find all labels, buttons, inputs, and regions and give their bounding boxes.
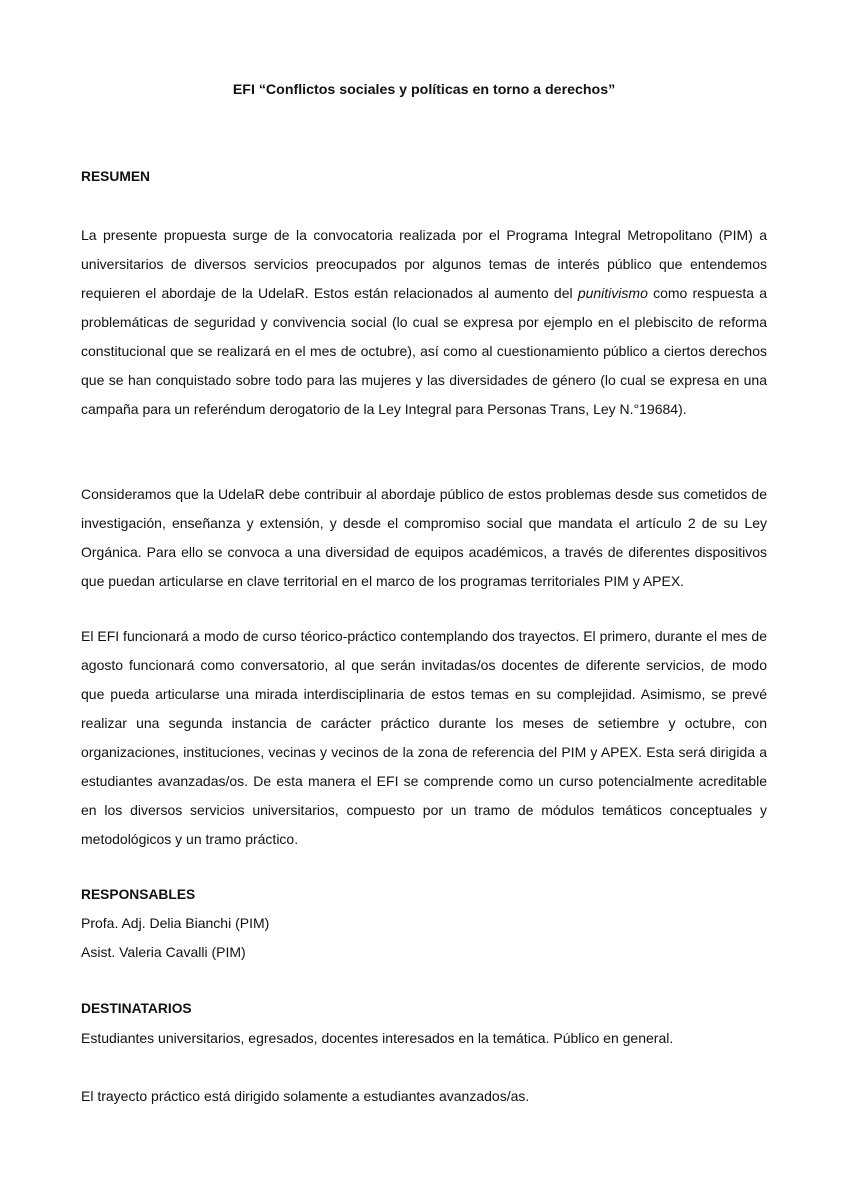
resumen-paragraph-3: El EFI funcionará a modo de curso téorico-práctico contemplando dos trayectos. El primero, durante el mes de agosto funcionará como conversatorio, al que serán invitadas/os docentes de diferente servicios, de modo que pueda articularse una mirada interdisciplinaria de estos temas en su complejidad. Asimismo, se prevé realizar una segunda instancia de carácter práctico durante los meses de setiembre y octubre, con organizaciones, instituciones, vecinas y vecinos de la zona de referencia del PIM y APEX. Esta será dirigida a estudiantes avanzadas/os. De esta manera el EFI se comprende como un curso potencialmente acreditable en los diversos servicios universitarios, compuesto por un tramo de módulos temáticos conceptuales y metodológicos y un tramo práctico. [81, 628, 767, 847]
responsables-heading: RESPONSABLES [81, 887, 196, 902]
responsable-item-2: Asist. Valeria Cavalli (PIM) [81, 944, 246, 960]
responsable-item-1: Profa. Adj. Delia Bianchi (PIM) [81, 915, 270, 931]
destinatarios-line-2: El trayecto práctico está dirigido solamente a estudiantes avanzados/as. [81, 1088, 530, 1104]
resumen-paragraph-2: Consideramos que la UdelaR debe contribuir al abordaje público de estos problemas desde sus cometidos de investigación, enseñanza y extensión, y desde el compromiso social que mandata el artículo 2 de su Ley Orgánica. Para ello se convoca a una diversidad de equipos académicos, a través de diferentes dispositivos que puedan articularse en clave territorial en el marco de los programas territoriales PIM y APEX. [81, 486, 767, 589]
resumen-paragraph-1-italic: punitivismo [577, 285, 648, 301]
destinatarios-heading: DESTINATARIOS [81, 1001, 192, 1016]
document-title: EFI “Conflictos sociales y políticas en torno a derechos” [232, 82, 616, 98]
resumen-paragraph-1-text-a: La presente propuesta surge de la convocatoria realizada por el Programa Integral Metropolitano (PIM) a universitarios de diversos servicios preocupados por algunos temas de interés público que entendemos requieren el abordaje de la UdelaR. Estos están relacionados al aumento del [81, 227, 767, 301]
document-page [81, 0, 767, 1200]
destinatarios-line-1: Estudiantes universitarios, egresados, docentes interesados en la temática. Público en general. [81, 1030, 674, 1046]
resumen-paragraph-1 [81, 221, 767, 424]
resumen-paragraph-1-text-b: como respuesta a problemáticas de seguridad y convivencia social (lo cual se expresa por ejemplo en el plebiscito de reforma constitucional que se realizará en el mes de octubre), así como al cuestionamiento público a ciertos derechos que se han conquistado sobre todo para las mujeres y las diversidades de género (lo cual se expresa en una campaña para un referéndum derogatorio de la Ley Integral para Personas Trans, Ley N.°19684). [81, 285, 767, 417]
resumen-heading: RESUMEN [81, 169, 150, 184]
